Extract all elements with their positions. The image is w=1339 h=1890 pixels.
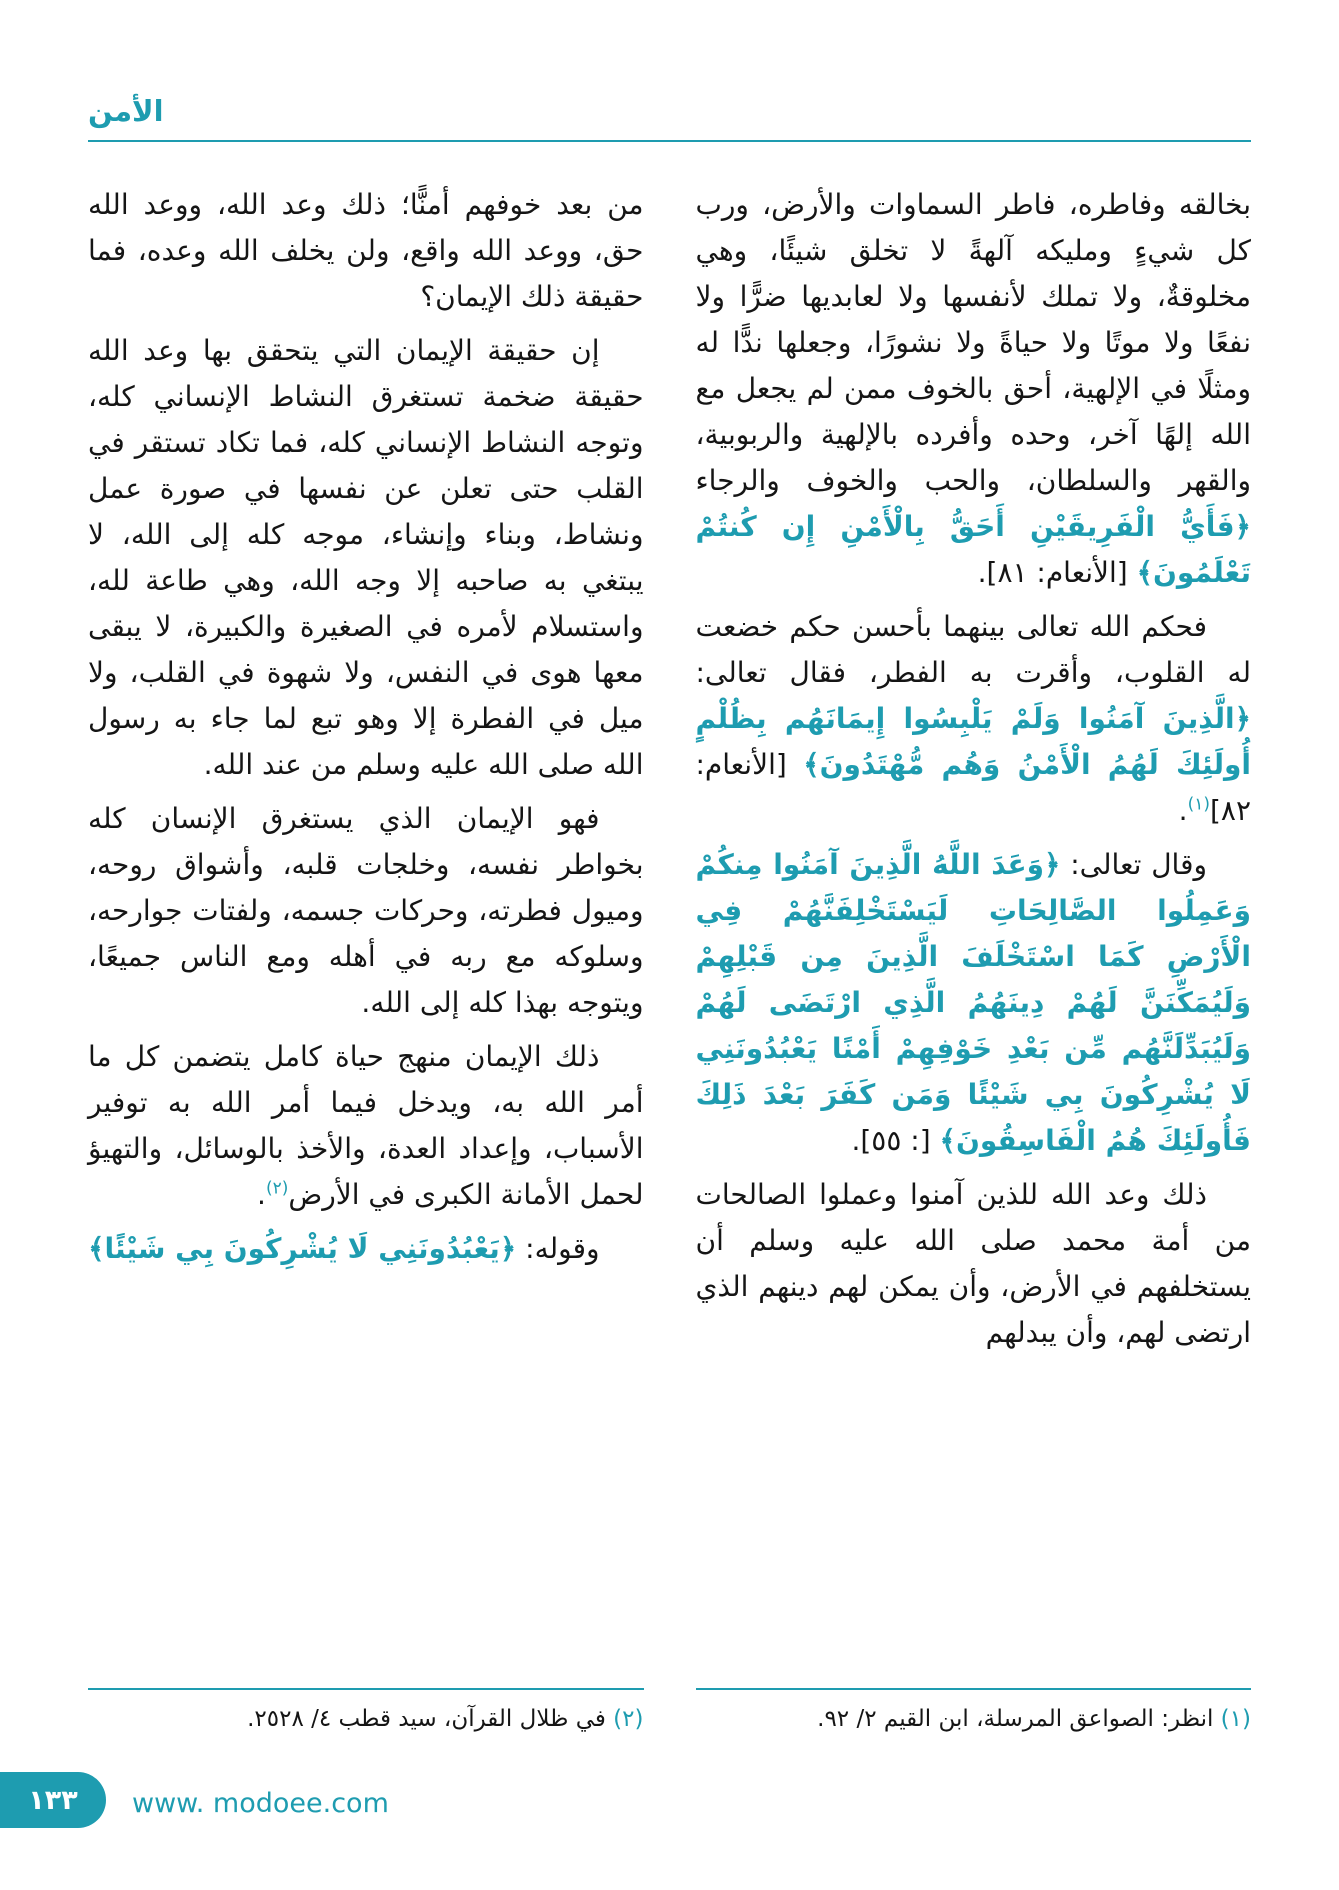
body-text: . <box>257 1177 266 1211</box>
page-number-badge <box>0 1772 106 1828</box>
body-text: فهو الإيمان الذي يستغرق الإنسان كله بخواطر نفسه، وخلجات قلبه، وأشواق روحه، وميول فطرته، وحركات جسمه، ولفتات جوارحه، وسلوكه مع ربه في أهله ومع الناس جميعًا، ويتوجه بهذا كله إلى الله. <box>88 801 644 1019</box>
body-text: ذلك وعد الله للذين آمنوا وعملوا الصالحات من أمة محمد صلى الله عليه وسلم أن يستخلفهم في الأرض، وأن يمكن لهم دينهم الذي ارتضى لهم، وأن يبدلهم <box>695 1177 1251 1349</box>
paragraph <box>696 604 1252 834</box>
footnote-marker-1: (١) <box>1187 794 1210 815</box>
website-url: www. modoee.com <box>132 1788 389 1819</box>
paragraph <box>696 182 1252 596</box>
verse-reference: [: ٥٥]. <box>851 1123 931 1157</box>
body-text: . <box>1178 793 1188 827</box>
quran-verse: ﴿يَعْبُدُونَنِي لَا يُشْرِكُونَ بِي شَيْئًا﴾ <box>88 1231 517 1265</box>
body-text: إن حقيقة الإيمان التي يتحقق بها وعد الله حقيقة ضخمة تستغرق النشاط الإنساني كله، وتوجه النشاط الإنساني كله، فما تكاد تستقر في القلب حتى تعلن عن نفسها في صورة عمل ونشاط، وبناء وإنشاء، موجه كله إلى الله، لا يبتغي به صاحبه إلا وجه الله، وهي طاعة لله، واستسلام لأمره في الصغيرة والكبيرة، لا يبقى معها هوى في النفس، ولا شهوة في القلب، ولا ميل في الفطرة إلا وهو تبع لما جاء به رسول الله صلى الله عليه وسلم من عند الله. <box>88 333 644 781</box>
footnote-text: في ظلال القرآن، سيد قطب ٤/ ٢٥٢٨. <box>247 1706 606 1732</box>
footnote-marker-2: (٢) <box>265 1178 289 1199</box>
verse-reference: [الأنعام: ٨١]. <box>977 555 1128 589</box>
footnote-2 <box>88 1688 644 1737</box>
text-columns <box>88 182 1251 1364</box>
column-right <box>696 182 1252 1364</box>
running-head-title: الأمن <box>88 94 164 128</box>
body-text: من بعد خوفهم أمنًّا؛ ذلك وعد الله، ووعد الله حق، ووعد الله واقع، ولن يخلف الله وعده، فما حقيقة ذلك الإيمان؟ <box>88 187 644 313</box>
quran-verse: ﴿فَأَيُّ الْفَرِيقَيْنِ أَحَقُّ بِالْأَمْنِ إِن كُنتُمْ تَعْلَمُونَ﴾ <box>695 509 1251 589</box>
footnote-label: (٢) <box>613 1706 644 1732</box>
footnote-label: (١) <box>1220 1706 1251 1732</box>
quran-verse: ﴿الَّذِينَ آمَنُوا وَلَمْ يَلْبِسُوا إِيمَانَهُم بِظُلْمٍ أُولَئِكَ لَهُمُ الْأَمْنُ وَهُم مُّهْتَدُونَ﴾ <box>695 701 1252 781</box>
column-left <box>88 182 644 1364</box>
paragraph <box>88 1034 644 1218</box>
footnotes-section <box>88 1688 1251 1737</box>
page-number: ١٣٣ <box>28 1784 78 1816</box>
paragraph <box>88 1226 644 1272</box>
paragraph <box>88 182 644 320</box>
footnote-text: انظر: الصواعق المرسلة، ابن القيم ٢/ ٩٢. <box>817 1706 1214 1732</box>
footnote-1 <box>696 1688 1252 1737</box>
page-header <box>88 96 1251 142</box>
paragraph <box>88 796 644 1026</box>
header-divider <box>88 140 1251 142</box>
paragraph <box>696 842 1252 1164</box>
body-text: ذلك الإيمان منهج حياة كامل يتضمن كل ما أمر الله به، ويدخل فيما أمر الله به توفير الأسباب، وإعداد العدة، والأخذ بالوسائل، والتهيؤ لحمل الأمانة الكبرى في الأرض <box>88 1039 644 1211</box>
body-text: فحكم الله تعالى بينهما بأحسن حكم خضعت له القلوب، وأقرت به الفطر، فقال تعالى: <box>695 609 1251 689</box>
body-text: وقال تعالى: <box>1070 847 1207 881</box>
verse-reference: [الأنعام: ٨٢] <box>695 747 1251 827</box>
paragraph <box>88 328 644 788</box>
body-text: بخالقه وفاطره، فاطر السماوات والأرض، ورب كل شيءٍ ومليكه آلهةً لا تخلق شيئًا، وهي مخلوقةٌ، ولا تملك لأنفسها ولا لعابديها ضرًّا ولا نفعًا ولا موتًا ولا حياةً ولا نشورًا، وجعلها ندًّا له ومثلًا في الإلهية، أحق بالخوف ممن لم يجعل مع الله إلهًا آخر، وحده وأفرده بالإلهية والربوبية، والقهر والسلطان، والحب والخوف والرجاء <box>695 187 1251 497</box>
paragraph <box>696 1172 1252 1356</box>
quran-verse: ﴿وَعَدَ اللَّهُ الَّذِينَ آمَنُوا مِنكُمْ وَعَمِلُوا الصَّالِحَاتِ لَيَسْتَخْلِفَنَّهُمْ فِي الْأَرْضِ كَمَا اسْتَخْلَفَ الَّذِينَ مِن قَبْلِهِمْ وَلَيُمَكِّنَنَّ لَهُمْ دِينَهُمُ الَّذِي ارْتَضَى لَهُمْ وَلَيُبَدِّلَنَّهُم مِّن بَعْدِ خَوْفِهِمْ أَمْنًا يَعْبُدُونَنِي لَا يُشْرِكُونَ بِي شَيْئًا وَمَن كَفَرَ بَعْدَ ذَلِكَ فَأُولَئِكَ هُمُ الْفَاسِقُونَ﴾ <box>695 847 1251 1157</box>
body-text: وقوله: <box>525 1231 600 1265</box>
